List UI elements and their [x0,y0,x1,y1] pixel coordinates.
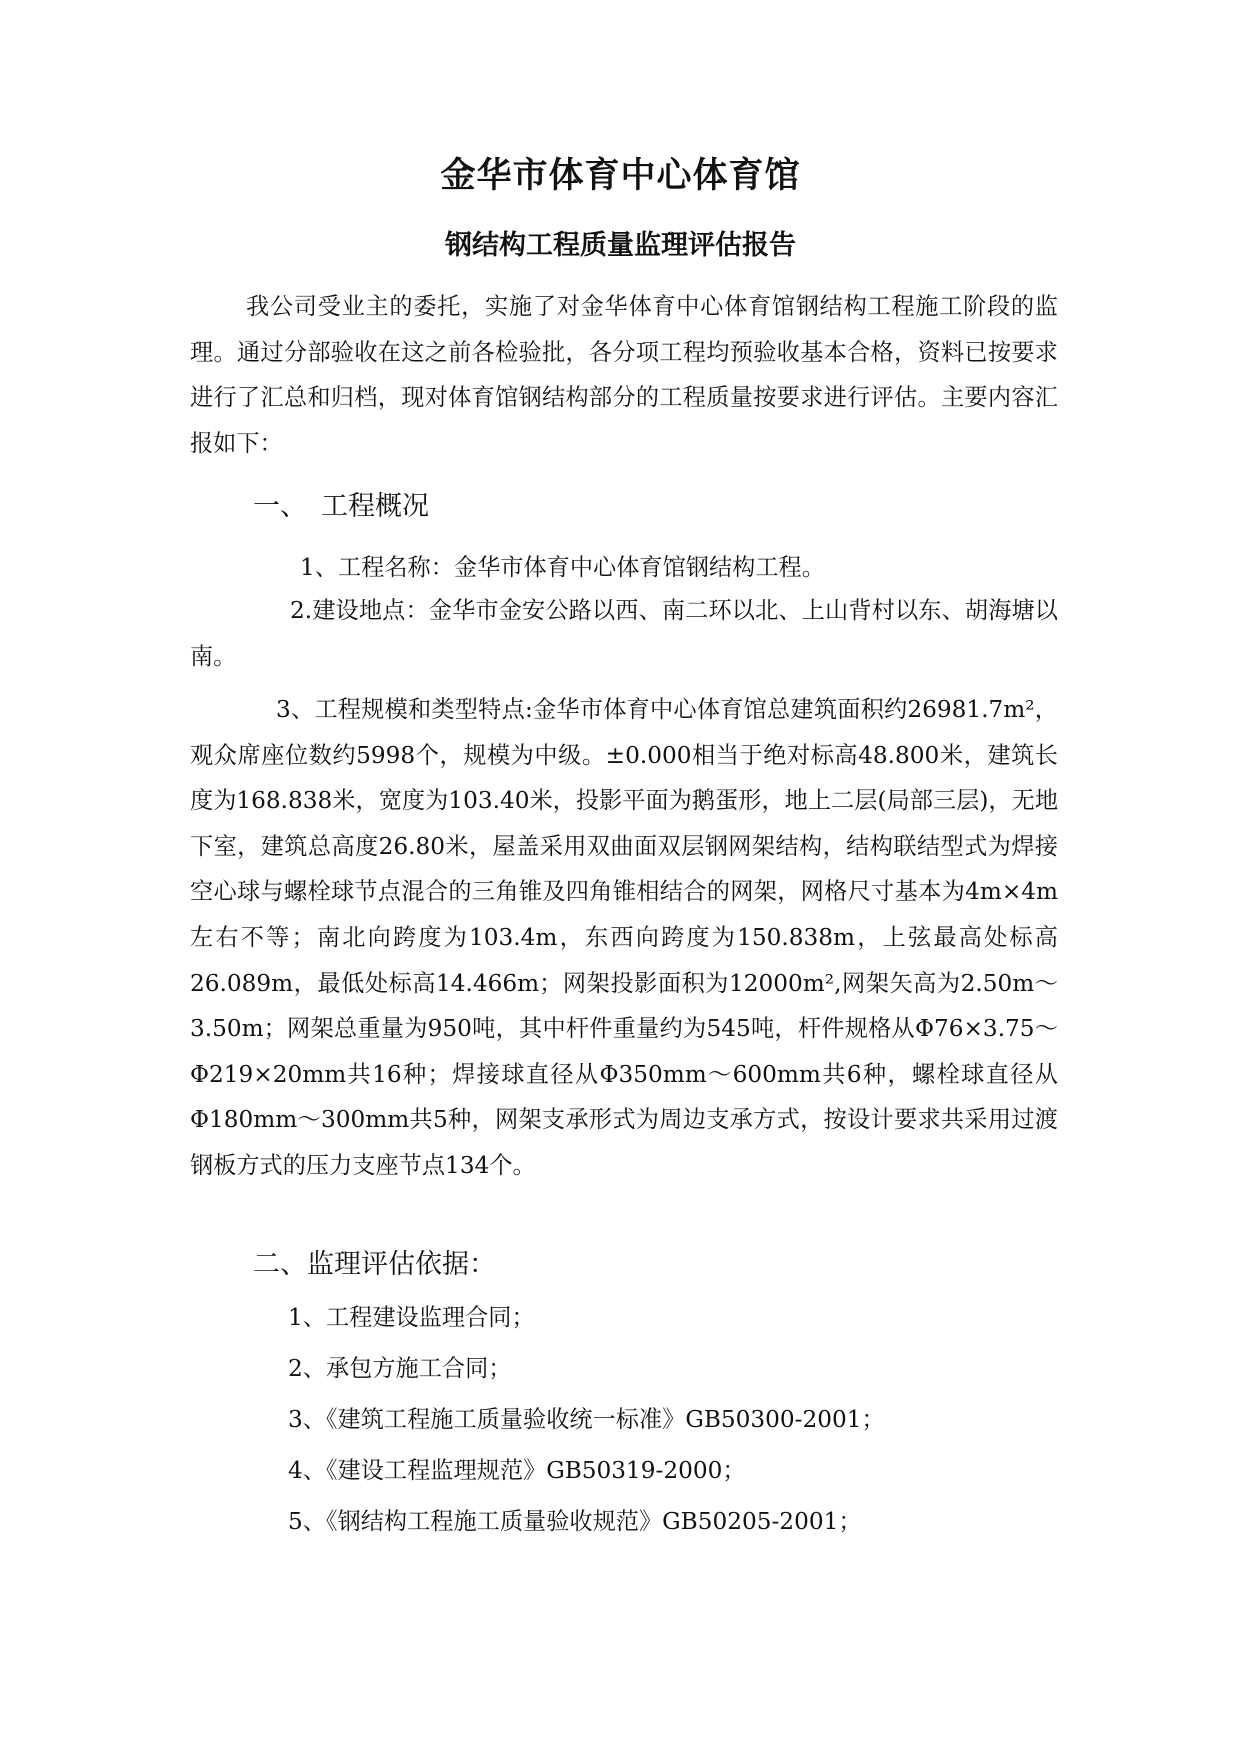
basis-list-item: 5、《钢结构工程施工质量验收规范》GB50205-2001； [288,1508,862,1535]
section-number: 一、 [253,491,307,522]
document-title: 金华市体育中心体育馆 [440,156,801,196]
project-location-item: 2.建设地点：金华市金安公路以西、南二环以北、上山背村以东、胡海塘以南。 [190,597,1058,670]
project-name-item: 1、工程名称：金华市体育中心体育馆钢结构工程。 [300,554,825,581]
basis-list-item: 1、工程建设监理合同； [288,1304,535,1331]
section-heading-overview [253,487,429,527]
section-heading-text: 工程概况 [321,491,429,522]
basis-list-item: 2、承包方施工合同； [288,1355,512,1382]
section-heading-basis: 二、监理评估依据： [253,1249,496,1280]
basis-list-item: 3、《建筑工程施工质量验收统一标准》GB50300-2001； [288,1406,885,1433]
basis-list-item: 4、《建设工程监理规范》GB50319-2000； [288,1457,746,1484]
project-scale-item: 3、工程规模和类型特点:金华市体育中心体育馆总建筑面积约26981.7m²，观众席座位数约5998个，规模为中级。±0.000相当于绝对标高48.800米，建筑长度为168.838米，宽度为103.40米，投影平面为鹅蛋形，地上二层(局部三层)，无地下室，建筑总高度26.80米，屋盖采用双曲面双层钢网架结构，结构联结型式为焊接空心球与螺栓球节点混合的三角锥及四角锥相结合的网架，网格尺寸基本为4m×4m左右不等；南北向跨度为103.4m，东西向跨度为150.838m，上弦最高处标高26.089m，最低处标高14.466m；网架投影面积为12000m²,网架矢高为2.50m～3.50m；网架总重量为950吨，其中杆件重量约为545吨，杆件规格从Φ76×3.75～Φ219×20mm共16种；焊接球直径从Φ350mm～600mm共6种，螺栓球直径从Φ180mm～300mm共5种，网架支承形式为周边支承方式，按设计要求共采用过渡钢板方式的压力支座节点134个。 [190,696,1058,1179]
intro-paragraph: 我公司受业主的委托，实施了对金华体育中心体育馆钢结构工程施工阶段的监理。通过分部验收在这之前各检验批，各分项工程均预验收基本合格，资料已按要求进行了汇总和归档，现对体育馆钢结构部分的工程质量按要求进行评估。主要内容汇报如下： [190,293,1058,457]
document-subtitle: 钢结构工程质量监理评估报告 [445,230,796,261]
